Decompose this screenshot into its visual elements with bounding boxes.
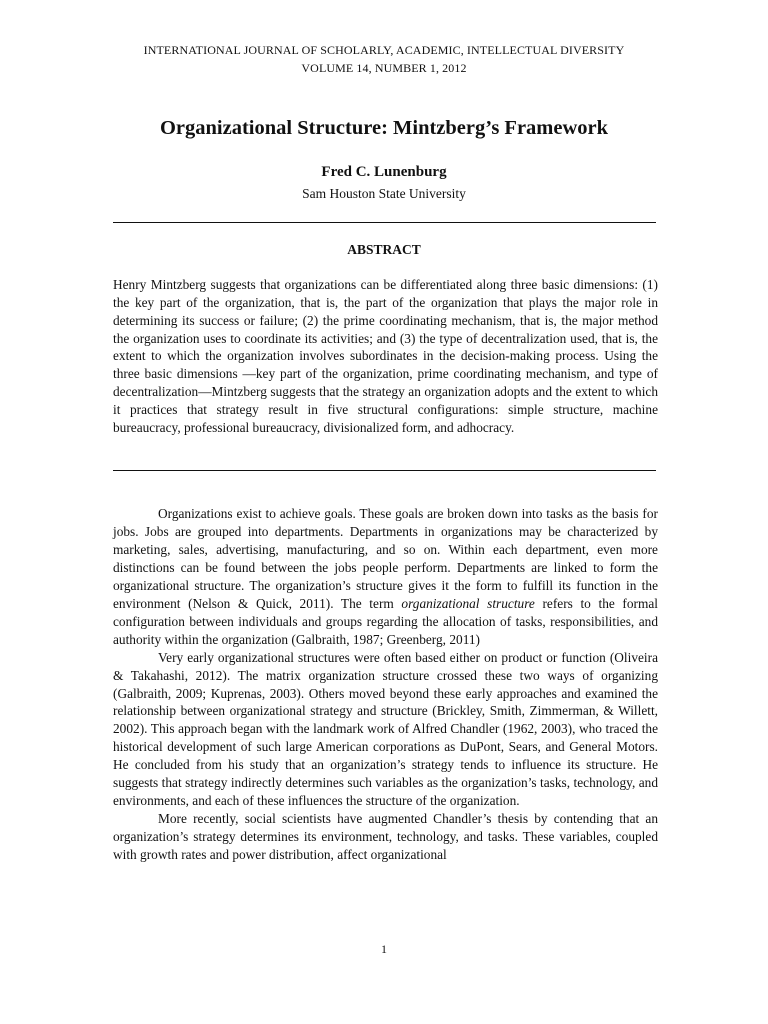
paragraph-1-intro: Organizations exist to achieve goals. These goals are broken down into tasks as the basis for jobs. Jobs are grouped into departments. Departments in organizations may be characterized by marketing, sales, advertising, manufacturing, and so on. Within each department, even more distinctions can be found between the jobs people perform. Departments are linked to form the organizational structure. The organization’s structure gives it the form to fulfill its function in the environment (Nelson & Quick, 2011). The term (113, 506, 658, 611)
abstract-top-rule (113, 222, 656, 223)
abstract-text: Henry Mintzberg suggests that organizations can be differentiated along three basic dimensions: (1) the key part of the organization, that is, the part of the organization that plays the major role in determining its success or failure; (2) the prime coordinating mechanism, that is, the major method the organization uses to coordinate its activities; and (3) the type of decentralization used, that is, the extent to which the organization involves subordinates in the decision-making process. Using the three basic dimensions —key part of the organization, prime coordinating mechanism, and type of decentralization—Mintzberg suggests that the strategy an organization adopts and the extent to which it practices that strategy result in five structural configurations: simple structure, machine bureaucracy, professional bureaucracy, divisionalized form, and adhocracy. (113, 277, 658, 435)
journal-name: INTERNATIONAL JOURNAL OF SCHOLARLY, ACADEMIC, INTELLECTUAL DIVERSITY (143, 43, 625, 57)
term-organizational-structure: organizational structure (401, 595, 535, 611)
volume-issue: VOLUME 14, NUMBER 1, 2012 (301, 61, 467, 75)
author-name: Fred C. Lunenburg (321, 164, 447, 180)
abstract-heading: ABSTRACT (347, 242, 421, 257)
page-number: 1 (381, 942, 387, 956)
author-affiliation: Sam Houston State University (302, 186, 466, 201)
abstract-bottom-rule (113, 470, 656, 471)
body-text (113, 505, 658, 864)
paper-title: Organizational Structure: Mintzberg’s Framework (159, 117, 609, 139)
body-paragraph-3: More recently, social scientists have augmented Chandler’s thesis by contending that an organization’s strategy determines its environment, technology, and tasks. These variables, coupled with growth rates and power distribution, affect organizational (113, 811, 658, 863)
body-paragraph-1 (113, 505, 658, 649)
body-paragraph-2: Very early organizational structures were often based either on product or function (Oliveira & Takahashi, 2012). The matrix organization structure crossed these two ways of organizing (Galbraith, 2009; Kuprenas, 2003). Others moved beyond these early approaches and examined the relationship between organizational strategy and structure (Brickley, Smith, Zimmerman, & Willett, 2002). This approach began with the landmark work of Alfred Chandler (1962, 2003), who traced the historical development of such large American corporations as DuPont, Sears, and General Motors. He concluded from his study that an organization’s strategy tends to influence its structure. He suggests that strategy indirectly determines such variables as the organization’s tasks, technology, and environments, and each of these influences the structure of the organization. (113, 649, 658, 809)
paragraph-1-rest: refers to the formal configuration between individuals and groups regarding the allocation of tasks, responsibilities, and authority within the organization (Galbraith, 1987; Greenberg, 2011) (113, 595, 658, 647)
